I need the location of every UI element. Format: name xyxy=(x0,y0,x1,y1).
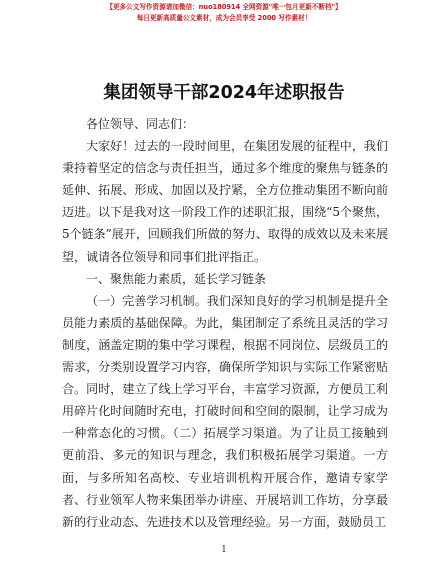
intro-paragraph: 大家好！过去的一段时间里，在集团发展的征程中，我们秉持着坚定的信念与责任担当，通过多个维度的聚焦与链条的延伸、拓展、形成、加固以及拧紧，全方位推动集团不断向前迈进。以下是我对这一阶段工作的述职汇报，围绕“5个聚焦，5个链条”展开，回顾我们所做的努力、取得的成效以及未来展望，诚请各位领导和同事们批评指正。 xyxy=(62,139,388,264)
document-body xyxy=(62,113,388,533)
promo-banner-line-2: 每日更新高质量公文素材，成为会员享受 2000 写作素材！ xyxy=(136,14,312,22)
section-1-paragraph: （一）完善学习机制。我们深知良好的学习机制是提升全员能力素质的基础保障。为此，集团制定了系统且灵活的学习制度，涵盖定期的集中学习课程，根据不同岗位、层级员工的需求，分类别设置学习内容，确保所学知识与实际工作紧密贴合。同时，建立了线上学习平台，丰富学习资源，方便员工利用碎片化时间随时充电，打破时间和空间的限制，让学习成为一种常态化的习惯。（二）拓展学习渠道。为了让员工接触到更前沿、多元的知识与理念，我们积极拓展学习渠道。一方面，与多所知名高校、专业培训机构开展合作，邀请专家学者、行业领军人物来集团举办讲座、开展培训工作坊，分享最新的行业动态、先进技术以及管理经验。另一方面，鼓励员工 xyxy=(62,293,388,529)
section-1-heading: 一、聚焦能力素质，延长学习链条 xyxy=(86,271,267,286)
salutation: 各位领导、同志们： xyxy=(86,117,195,131)
page-number: 1 xyxy=(221,545,227,555)
promo-banner xyxy=(0,2,448,24)
document-title: 集团领导干部2024年述职报告 xyxy=(103,83,345,103)
promo-banner-line-1: 【更多公文写作资源请加微信：nuo180914 全网资源"唯一包月更新不断档"】 xyxy=(106,3,342,11)
